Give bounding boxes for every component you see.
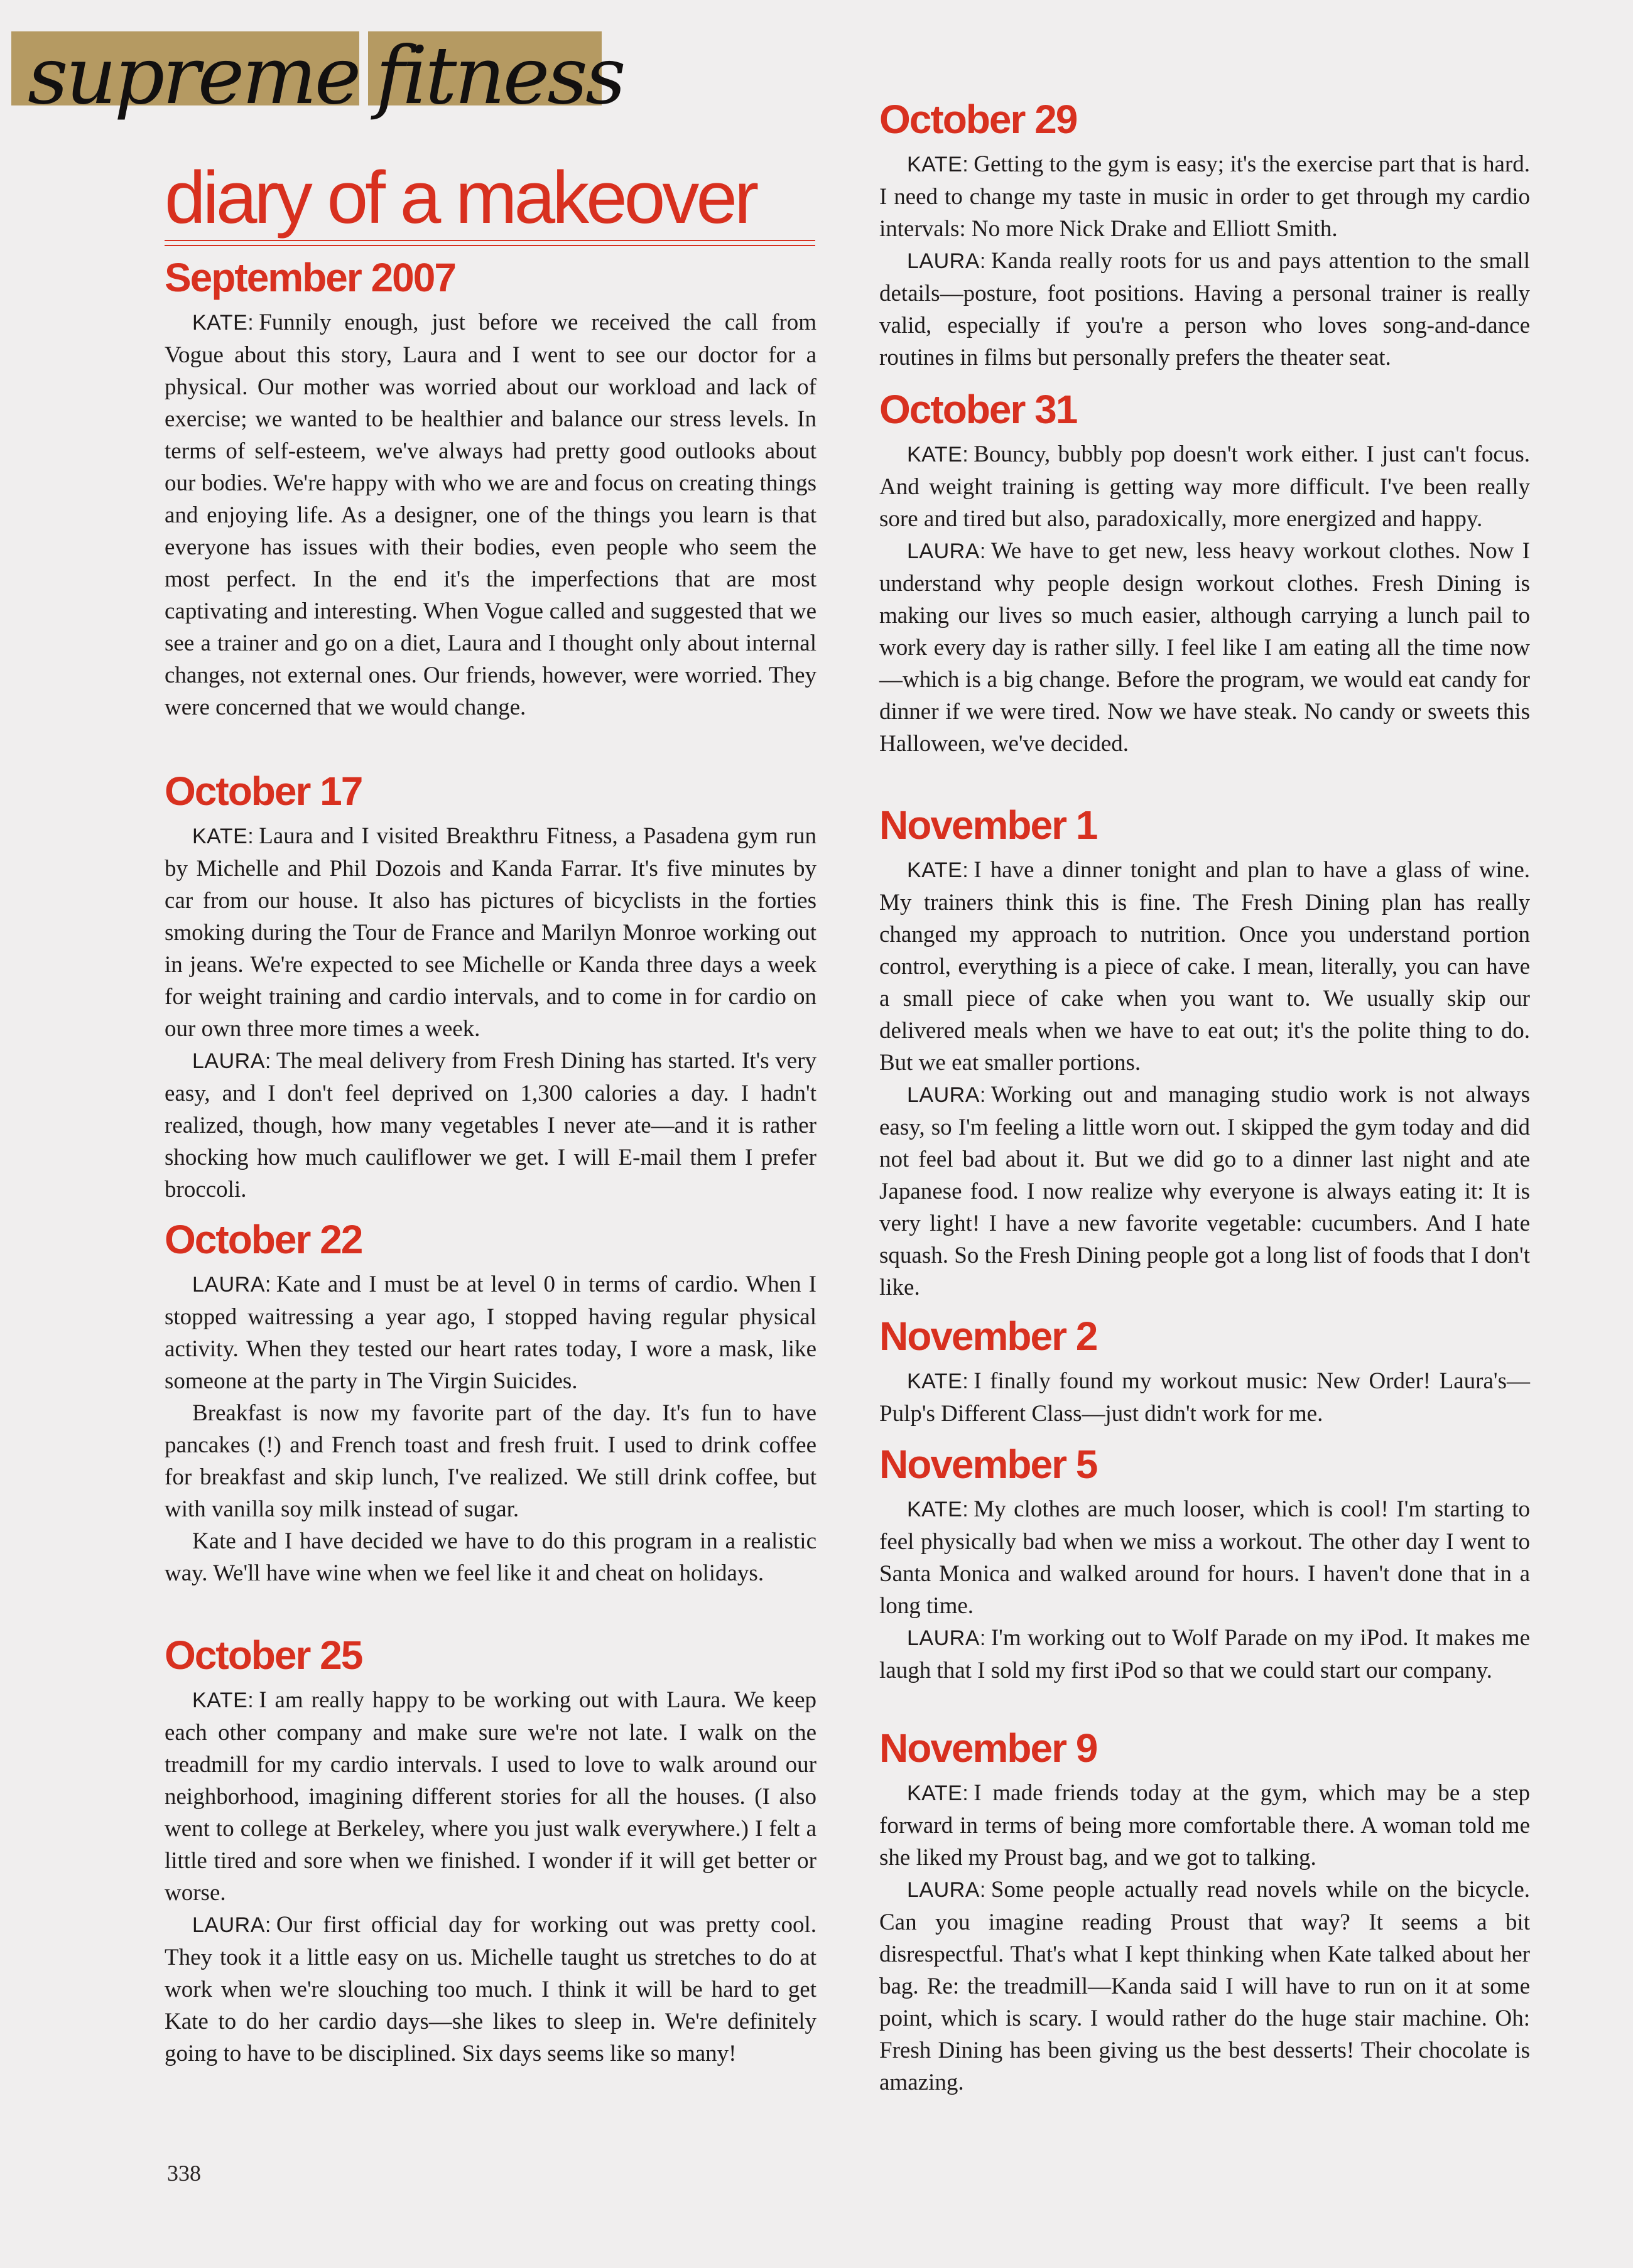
entry-date: October 17 [165,769,362,814]
headline-rule [165,240,815,246]
entry-date: November 1 [879,802,1097,848]
entry-paragraph [165,1909,816,2070]
page-number: 338 [167,2161,201,2186]
entry-date: November 5 [879,1442,1097,1487]
entry-november-5 [879,1444,1530,1687]
entry-paragraph [879,1777,1530,1874]
paragraph-text: Kate and I have decided we have to do this program in a realistic way. We'll have wine when we feel like it and cheat on holidays. [165,1528,816,1586]
paragraph-text: Working out and managing studio work is not always easy, so I'm feeling a little worn out. I skipped the gym today and did not feel bad about it. But we did go to a dinner last night and ate Japanese food. I now realize why everyone is always eating it: It is very light! I have a new favorite vegetable: cucumbers. And I hate squash. So the Fresh Dining people got a long list of foods that I don't like. [879,1082,1530,1300]
entry-paragraph [165,1045,816,1206]
paragraph-text: Getting to the gym is easy; it's the exercise part that is hard. I need to change my taste in music in order to get through my cardio intervals: No more Nick Drake and Elliott Smith. [879,151,1530,242]
entry-november-9 [879,1725,1530,2098]
paragraph-text: Breakfast is now my favorite part of the day. It's fun to have pancakes (!) and French toast and fresh fruit. I used to drink coffee for breakfast and skip lunch, I've realized. We still drink coffee, but with vanilla soy milk instead of sugar. [165,1400,816,1522]
entry-date: October 29 [879,97,1077,142]
entry-date: November 9 [879,1725,1097,1771]
kicker-word-supreme: supreme [28,30,359,122]
speaker-label: KATE: [907,1369,969,1393]
entry-october-22 [165,1219,816,1589]
entry-date: October 25 [165,1633,362,1678]
paragraph-text: The meal delivery from Fresh Dining has started. It's very easy, and I don't feel deprived on 1,300 calories a day. I hadn't realized, though, how many vegetables I never ate—and it is rather shocking how much cauliflower we get. I will E-mail them I prefer broccoli. [165,1048,816,1202]
entry-paragraph [879,535,1530,760]
speaker-label: LAURA: [192,1273,271,1297]
entry-paragraph [165,1268,816,1397]
entry-paragraph [165,1397,816,1525]
paragraph-text: My clothes are much looser, which is cool! I'm starting to feel physically bad when we miss a workout. The other day I went to Santa Monica and walked around for hours. I haven't done that in a long time. [879,1496,1530,1619]
speaker-label: KATE: [192,1688,254,1712]
kicker-divider [359,31,368,105]
speaker-label: KATE: [907,153,969,176]
paragraph-text: Laura and I visited Breakthru Fitness, a Pasadena gym run by Michelle and Phil Dozois and Kanda Farrar. It's five minutes by car from our house. It also has pictures of bicyclists in the forties smoking during the Tour de France and Marilyn Monroe working out in jeans. We're expected to see Michelle or Kanda three days a week for weight training and cardio intervals, and to come in for cardio on our own three more times a week. [165,823,816,1042]
entry-paragraph [879,854,1530,1079]
entry-paragraph [879,245,1530,374]
speaker-label: KATE: [907,1498,969,1521]
paragraph-text: Our first official day for working out was pretty cool. They took it a little easy on us. Michelle taught us stretches to do at work when we're slouching too much. I think it will be hard to get Kate to do her cardio days—she likes to sleep in. We're definitely going to have to be disciplined. Six days seems like so many! [165,1912,816,2066]
entry-paragraph [879,148,1530,245]
speaker-label: KATE: [192,824,254,848]
entry-date: November 2 [879,1314,1097,1359]
entry-october-25 [165,1635,816,2070]
entry-paragraph [879,1365,1530,1430]
entry-paragraph [879,438,1530,535]
entry-paragraph [165,820,816,1045]
speaker-label: LAURA: [907,249,986,273]
speaker-label: LAURA: [907,1878,986,1902]
section-kicker [11,30,624,122]
speaker-label: KATE: [192,311,254,335]
speaker-label: LAURA: [192,1049,271,1073]
speaker-label: KATE: [907,443,969,467]
speaker-label: KATE: [907,858,969,882]
speaker-label: LAURA: [907,1626,986,1650]
entry-date: October 22 [165,1217,362,1262]
entry-october-31 [879,389,1530,760]
entry-paragraph [879,1079,1530,1304]
speaker-label: LAURA: [192,1913,271,1937]
entry-september-2007 [165,257,816,723]
entry-october-29 [879,99,1530,374]
paragraph-text: We have to get new, less heavy workout clothes. Now I understand why people design workout clothes. Fresh Dining is making our lives so much easier, although carrying a lunch pail to work every day is rather silly. I feel like I am eating all the time now—which is a big change. Before the program, we would eat candy for dinner if we were tired. Now we have steak. No candy or sweets this Halloween, we've decided. [879,538,1530,757]
paragraph-text: I made friends today at the gym, which may be a step forward in terms of being more comfortable there. A woman told me she liked my Proust bag, and we got to talking. [879,1780,1530,1871]
speaker-label: LAURA: [907,1083,986,1107]
paragraph-text: I finally found my workout music: New Order! Laura's—Pulp's Different Class—just didn't work for me. [879,1368,1530,1427]
entry-november-1 [879,802,1530,1304]
entry-paragraph [879,1874,1530,2098]
entry-paragraph [165,1525,816,1589]
entry-date: September 2007 [165,255,455,300]
entry-paragraph [879,1622,1530,1687]
paragraph-text: Bouncy, bubbly pop doesn't work either. I just can't focus. And weight training is getting way more difficult. I've been really sore and tired but also, paradoxically, more energized and happy. [879,441,1530,532]
entry-paragraph [879,1493,1530,1622]
paragraph-text: Kate and I must be at level 0 in terms of cardio. When I stopped waitressing a year ago, I stopped having regular physical activity. When they tested our heart rates today, I wore a mask, like someone at the party in The Virgin Suicides. [165,1272,816,1394]
speaker-label: LAURA: [907,539,986,563]
entry-october-17 [165,771,816,1206]
paragraph-text: Kanda really roots for us and pays attention to the small details—posture, foot positions. Having a personal trainer is really valid, especially if you're a person who loves song-and-dance routines in films but personally prefers the theater seat. [879,248,1530,370]
paragraph-text: Some people actually read novels while on the bicycle. Can you imagine reading Proust that way? It seems a bit disrespectful. That's what I kept thinking when Kate talked about her bag. Re: the treadmill—Kanda said I will have to run on it at some point, which is scary. I would rather do the huge stair machine. Oh: Fresh Dining has been giving us the best desserts! Their chocolate is amazing. [879,1877,1530,2095]
article-headline: diary of a makeover [165,156,756,239]
entry-paragraph [165,306,816,723]
speaker-label: KATE: [907,1781,969,1805]
kicker-word-fitness: fitness [376,30,624,122]
paragraph-text: I have a dinner tonight and plan to have a glass of wine. My trainers think this is fine. The Fresh Dining plan has really changed my approach to nutrition. Once you understand portion control, everything is a piece of cake. I mean, literally, you can have a small piece of cake when you want to. We usually skip our delivered meals when we have to eat out; it's the polite thing to do. But we eat smaller portions. [879,857,1530,1076]
entry-date: October 31 [879,387,1077,432]
entry-november-2 [879,1316,1530,1430]
paragraph-text: I'm working out to Wolf Parade on my iPod. It makes me laugh that I sold my first iPod so that we could start our company. [879,1625,1530,1683]
entry-paragraph [165,1684,816,1909]
paragraph-text: I am really happy to be working out with Laura. We keep each other company and make sure we're not late. I walk on the treadmill for my cardio intervals. I used to love to walk around our neighborhood, imagining different stories for all the houses. (I also went to college at Berkeley, where you just walk everywhere.) I felt a little tired and sore when we finished. I wonder if it will get better or worse. [165,1687,816,1906]
paragraph-text: Funnily enough, just before we received the call from Vogue about this story, Laura and I went to see our doctor for a physical. Our mother was worried about our workload and lack of exercise; we wanted to be healthier and balance our stress levels. In terms of self-esteem, we've always had pretty good outlooks about our bodies. We're happy with who we are and focus on creating things and enjoying life. As a designer, one of the things you learn is that everyone has issues with their bodies, even people who seem the most perfect. In the end it's the imperfections that are most captivating and interesting. When Vogue called and suggested that we see a trainer and go on a diet, Laura and I thought only about internal changes, not external ones. Our friends, however, were worried. They were concerned that we would change. [165,310,816,720]
